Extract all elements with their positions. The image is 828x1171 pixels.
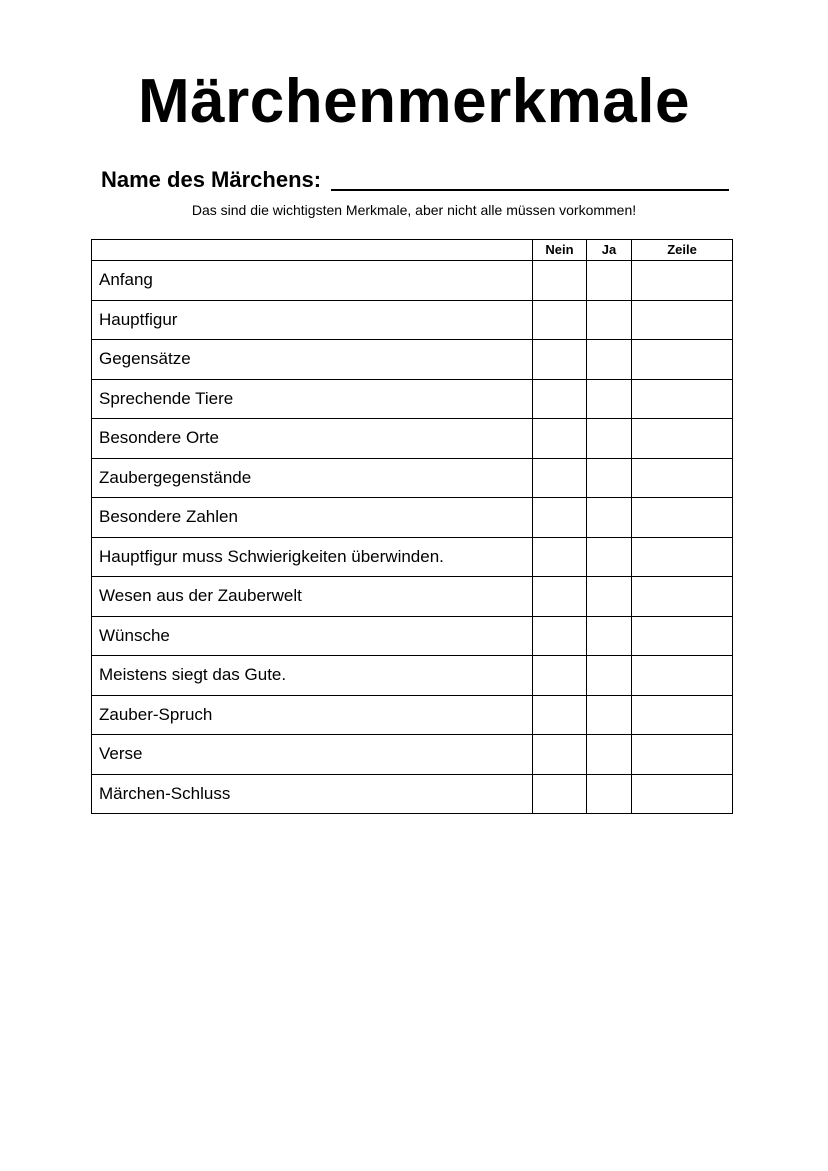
feature-label: Märchen-Schluss: [92, 774, 533, 814]
feature-label: Besondere Orte: [92, 419, 533, 459]
name-field-label: Name des Märchens:: [101, 167, 322, 192]
zeile-cell[interactable]: [632, 695, 733, 735]
ja-cell[interactable]: [587, 300, 632, 340]
table-row: [92, 261, 733, 301]
feature-label: Sprechende Tiere: [92, 379, 533, 419]
ja-cell[interactable]: [587, 419, 632, 459]
table-row: [92, 577, 733, 617]
ja-cell[interactable]: [587, 577, 632, 617]
feature-label: Gegensätze: [92, 340, 533, 380]
name-field-line[interactable]: [331, 189, 729, 191]
nein-cell[interactable]: [533, 695, 587, 735]
feature-label: Anfang: [92, 261, 533, 301]
zeile-cell[interactable]: [632, 419, 733, 459]
table-row: [92, 300, 733, 340]
nein-cell[interactable]: [533, 577, 587, 617]
zeile-cell[interactable]: [632, 577, 733, 617]
header-zeile: Zeile: [632, 240, 733, 261]
feature-checklist-table: [91, 239, 733, 814]
feature-label: Meistens siegt das Gute.: [92, 656, 533, 696]
ja-cell[interactable]: [587, 261, 632, 301]
table-header-row: [92, 240, 733, 261]
nein-cell[interactable]: [533, 419, 587, 459]
zeile-cell[interactable]: [632, 774, 733, 814]
feature-label: Hauptfigur: [92, 300, 533, 340]
zeile-cell[interactable]: [632, 498, 733, 538]
zeile-cell[interactable]: [632, 458, 733, 498]
nein-cell[interactable]: [533, 537, 587, 577]
feature-label: Verse: [92, 735, 533, 775]
ja-cell[interactable]: [587, 340, 632, 380]
nein-cell[interactable]: [533, 340, 587, 380]
feature-label: Besondere Zahlen: [92, 498, 533, 538]
zeile-cell[interactable]: [632, 537, 733, 577]
feature-label: Hauptfigur muss Schwierigkeiten überwinden.: [92, 537, 533, 577]
nein-cell[interactable]: [533, 774, 587, 814]
ja-cell[interactable]: [587, 616, 632, 656]
nein-cell[interactable]: [533, 498, 587, 538]
ja-cell[interactable]: [587, 458, 632, 498]
ja-cell[interactable]: [587, 379, 632, 419]
zeile-cell[interactable]: [632, 379, 733, 419]
ja-cell[interactable]: [587, 774, 632, 814]
table-row: [92, 774, 733, 814]
table-row: [92, 735, 733, 775]
nein-cell[interactable]: [533, 735, 587, 775]
feature-label: Zaubergegenstände: [92, 458, 533, 498]
table-row: [92, 419, 733, 459]
nein-cell[interactable]: [533, 656, 587, 696]
zeile-cell[interactable]: [632, 261, 733, 301]
ja-cell[interactable]: [587, 537, 632, 577]
ja-cell[interactable]: [587, 735, 632, 775]
zeile-cell[interactable]: [632, 300, 733, 340]
instruction-text: Das sind die wichtigsten Merkmale, aber nicht alle müssen vorkommen!: [191, 202, 637, 218]
table-row: [92, 498, 733, 538]
nein-cell[interactable]: [533, 616, 587, 656]
table-row: [92, 656, 733, 696]
name-field-row: [101, 162, 731, 194]
header-ja: Ja: [587, 240, 632, 261]
nein-cell[interactable]: [533, 458, 587, 498]
header-nein: Nein: [533, 240, 587, 261]
ja-cell[interactable]: [587, 656, 632, 696]
table-row: [92, 340, 733, 380]
table-row: [92, 379, 733, 419]
nein-cell[interactable]: [533, 261, 587, 301]
ja-cell[interactable]: [587, 498, 632, 538]
page-title: Märchenmerkmale: [138, 67, 690, 136]
table-row: [92, 616, 733, 656]
nein-cell[interactable]: [533, 300, 587, 340]
header-feature: [92, 240, 533, 261]
feature-label: Zauber-Spruch: [92, 695, 533, 735]
zeile-cell[interactable]: [632, 616, 733, 656]
nein-cell[interactable]: [533, 379, 587, 419]
zeile-cell[interactable]: [632, 340, 733, 380]
feature-label: Wesen aus der Zauberwelt: [92, 577, 533, 617]
table-row: [92, 537, 733, 577]
ja-cell[interactable]: [587, 695, 632, 735]
table-row: [92, 695, 733, 735]
table-row: [92, 458, 733, 498]
zeile-cell[interactable]: [632, 656, 733, 696]
feature-label: Wünsche: [92, 616, 533, 656]
zeile-cell[interactable]: [632, 735, 733, 775]
